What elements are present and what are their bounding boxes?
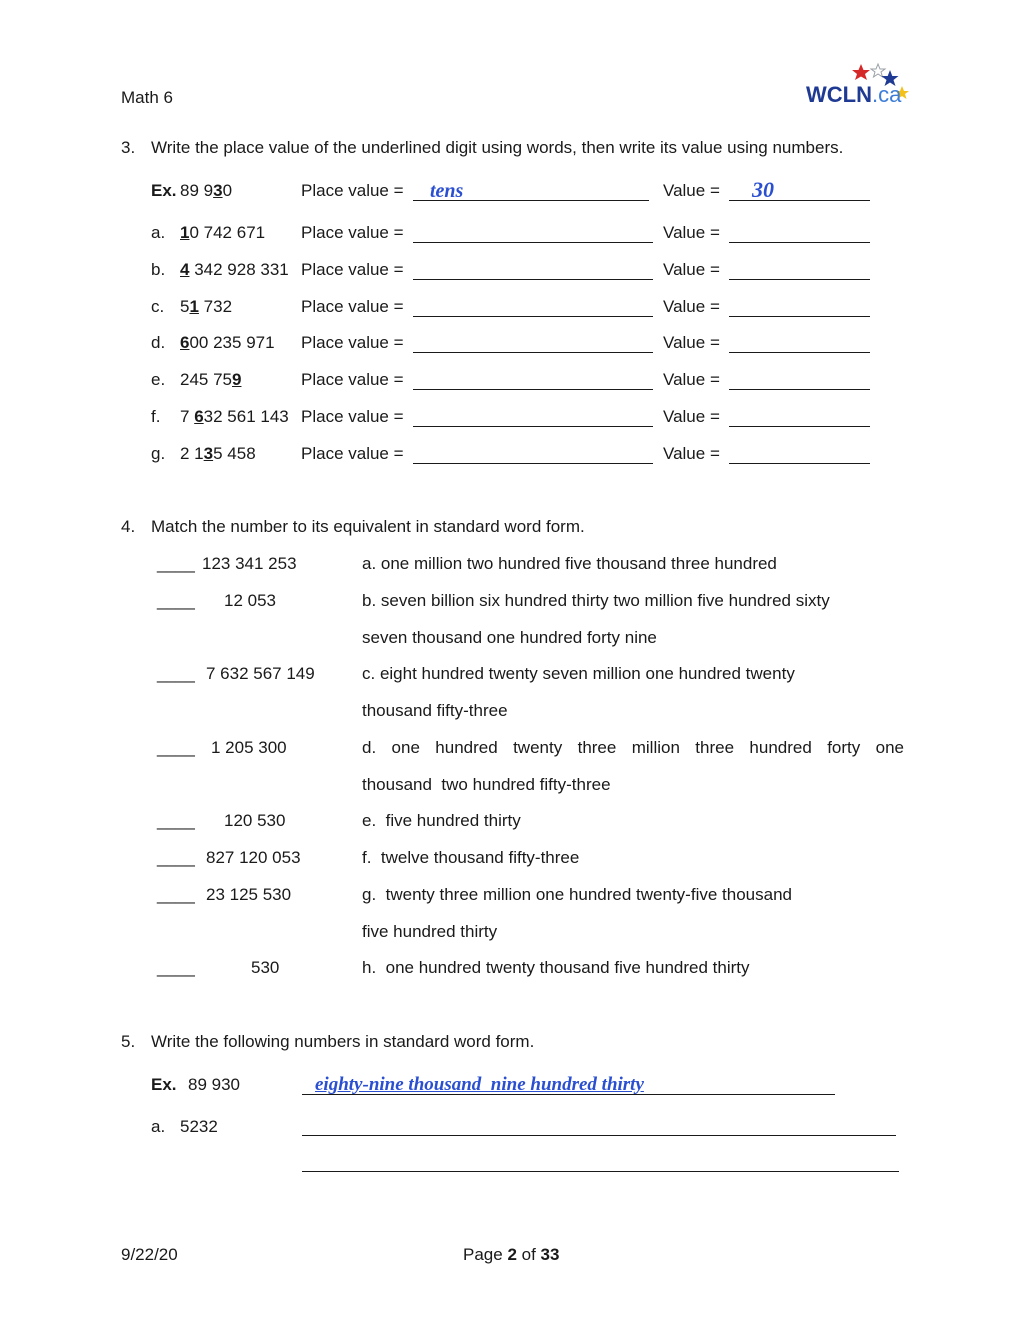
match-option: f. twelve thousand fifty-three [362, 848, 580, 867]
place-value-answer-line[interactable] [413, 316, 653, 317]
q3-item-number: 7 632 561 143 [180, 407, 289, 426]
place-value-answer-line[interactable] [413, 426, 653, 427]
footer-date: 9/22/20 [121, 1245, 178, 1264]
match-option-continued: five hundred thirty [362, 922, 498, 941]
underlined-digit: 3 [213, 181, 223, 200]
q3-number: 3. [121, 138, 136, 157]
place-value-label: Place value = [301, 260, 404, 279]
match-number: 1 205 300 [211, 738, 287, 757]
q5-example-answer: eighty-nine thousand nine hundred thirty [315, 1074, 644, 1095]
match-number: 530 [251, 958, 280, 977]
place-value-label: Place value = [301, 407, 404, 426]
q5-item-number: 5232 [180, 1117, 218, 1136]
course-title: Math 6 [121, 88, 173, 107]
value-line [729, 200, 870, 201]
logo-text: WCLN [806, 82, 872, 107]
match-blank[interactable]: ____ [157, 664, 195, 683]
q3-item-number: 10 742 671 [180, 223, 266, 242]
underlined-digit: 6 [180, 333, 190, 352]
value-answer-line[interactable] [729, 389, 870, 390]
place-value-label: Place value = [301, 223, 404, 242]
match-blank[interactable]: ____ [157, 738, 195, 757]
match-option: h. one hundred twenty thousand five hundred thirty [362, 958, 750, 977]
underlined-digit: 6 [194, 407, 204, 426]
value-answer-line[interactable] [729, 242, 870, 243]
match-number: 7 632 567 149 [206, 664, 315, 683]
value-answer-line[interactable] [729, 279, 870, 280]
q3-example-value-answer: 30 [752, 177, 774, 202]
value-label: Value = [663, 333, 720, 352]
q3-item-number: 2 135 458 [180, 444, 256, 463]
logo-suffix: .ca [871, 82, 902, 107]
underlined-digit: 4 [180, 260, 190, 279]
underlined-digit: 1 [180, 223, 190, 242]
match-blank[interactable]: ____ [157, 958, 195, 977]
match-option: b. seven billion six hundred thirty two million five hundred sixty [362, 591, 830, 610]
match-option: g. twenty three million one hundred twenty-five thousand [362, 885, 792, 904]
match-option: a. one million two hundred five thousand three hundred [362, 554, 777, 573]
q5-example-number: 89 930 [188, 1075, 240, 1094]
q3-example-label: Ex. [151, 181, 177, 200]
q3-item-letter: b. [151, 260, 166, 279]
place-value-answer-line[interactable] [413, 389, 653, 390]
place-value-answer-line[interactable] [413, 463, 653, 464]
q4-instruction: Match the number to its equivalent in standard word form. [151, 517, 585, 536]
page-indicator: Page 2 of 33 [463, 1245, 560, 1264]
q3-item-number: 245 759 [180, 370, 242, 389]
value-label: Value = [663, 260, 720, 279]
q3-item-letter: f. [151, 407, 161, 426]
q4-number: 4. [121, 517, 136, 536]
q3-item-number: 600 235 971 [180, 333, 275, 352]
match-blank[interactable]: ____ [157, 885, 195, 904]
value-answer-line[interactable] [729, 316, 870, 317]
match-number: 23 125 530 [206, 885, 292, 904]
match-number: 827 120 053 [206, 848, 301, 867]
place-value-answer-line[interactable] [413, 242, 653, 243]
q3-item-letter: c. [151, 297, 165, 316]
value-answer-line[interactable] [729, 463, 870, 464]
match-option-continued: seven thousand one hundred forty nine [362, 628, 657, 647]
match-option: d. one hundred twenty three million three hundred forty one [362, 738, 904, 757]
q3-example-place-answer: tens [430, 180, 464, 202]
value-label: Value = [663, 181, 720, 200]
match-option-continued: thousand fifty-three [362, 701, 508, 720]
q3-item-letter: d. [151, 333, 166, 352]
place-value-answer-line[interactable] [413, 352, 653, 353]
match-blank[interactable]: ____ [157, 554, 195, 573]
match-option: c. eight hundred twenty seven million one hundred twenty [362, 664, 795, 683]
q5-example-label: Ex. [151, 1075, 177, 1094]
q3-example-number: 89 930 [180, 181, 233, 200]
place-value-label: Place value = [301, 444, 404, 463]
q5-instruction: Write the following numbers in standard word form. [151, 1032, 535, 1051]
value-answer-line[interactable] [729, 352, 870, 353]
match-blank[interactable]: ____ [157, 848, 195, 867]
q3-item-number: 4 342 928 331 [180, 260, 289, 279]
match-blank[interactable]: ____ [157, 811, 195, 830]
value-label: Value = [663, 370, 720, 389]
word-form-answer-line[interactable] [302, 1135, 896, 1136]
underlined-digit: 3 [203, 444, 214, 463]
q5-item-letter: a. [151, 1117, 166, 1136]
match-number: 12 053 [224, 591, 276, 610]
q3-item-letter: e. [151, 370, 166, 389]
place-value-label: Place value = [301, 333, 404, 352]
underlined-digit: 1 [189, 297, 199, 316]
value-label: Value = [663, 444, 720, 463]
match-option-continued: thousand two hundred fifty-three [362, 775, 611, 794]
underlined-digit: 9 [232, 370, 242, 389]
match-blank[interactable]: ____ [157, 591, 195, 610]
place-value-label: Place value = [301, 370, 404, 389]
wcln-logo [806, 60, 916, 110]
place-value-label: Place value = [301, 181, 404, 200]
value-label: Value = [663, 297, 720, 316]
match-number: 123 341 253 [202, 554, 297, 573]
q3-instruction: Write the place value of the underlined digit using words, then write its value using numbers. [151, 138, 844, 157]
q5-number: 5. [121, 1032, 136, 1051]
value-label: Value = [663, 407, 720, 426]
word-form-answer-line[interactable] [302, 1171, 899, 1172]
value-label: Value = [663, 223, 720, 242]
q3-item-letter: g. [151, 444, 166, 463]
match-option: e. five hundred thirty [362, 811, 521, 830]
place-value-answer-line[interactable] [413, 279, 653, 280]
q3-item-number: 51 732 [180, 297, 233, 316]
match-number: 120 530 [224, 811, 286, 830]
value-answer-line[interactable] [729, 426, 870, 427]
place-value-label: Place value = [301, 297, 404, 316]
q3-item-letter: a. [151, 223, 166, 242]
